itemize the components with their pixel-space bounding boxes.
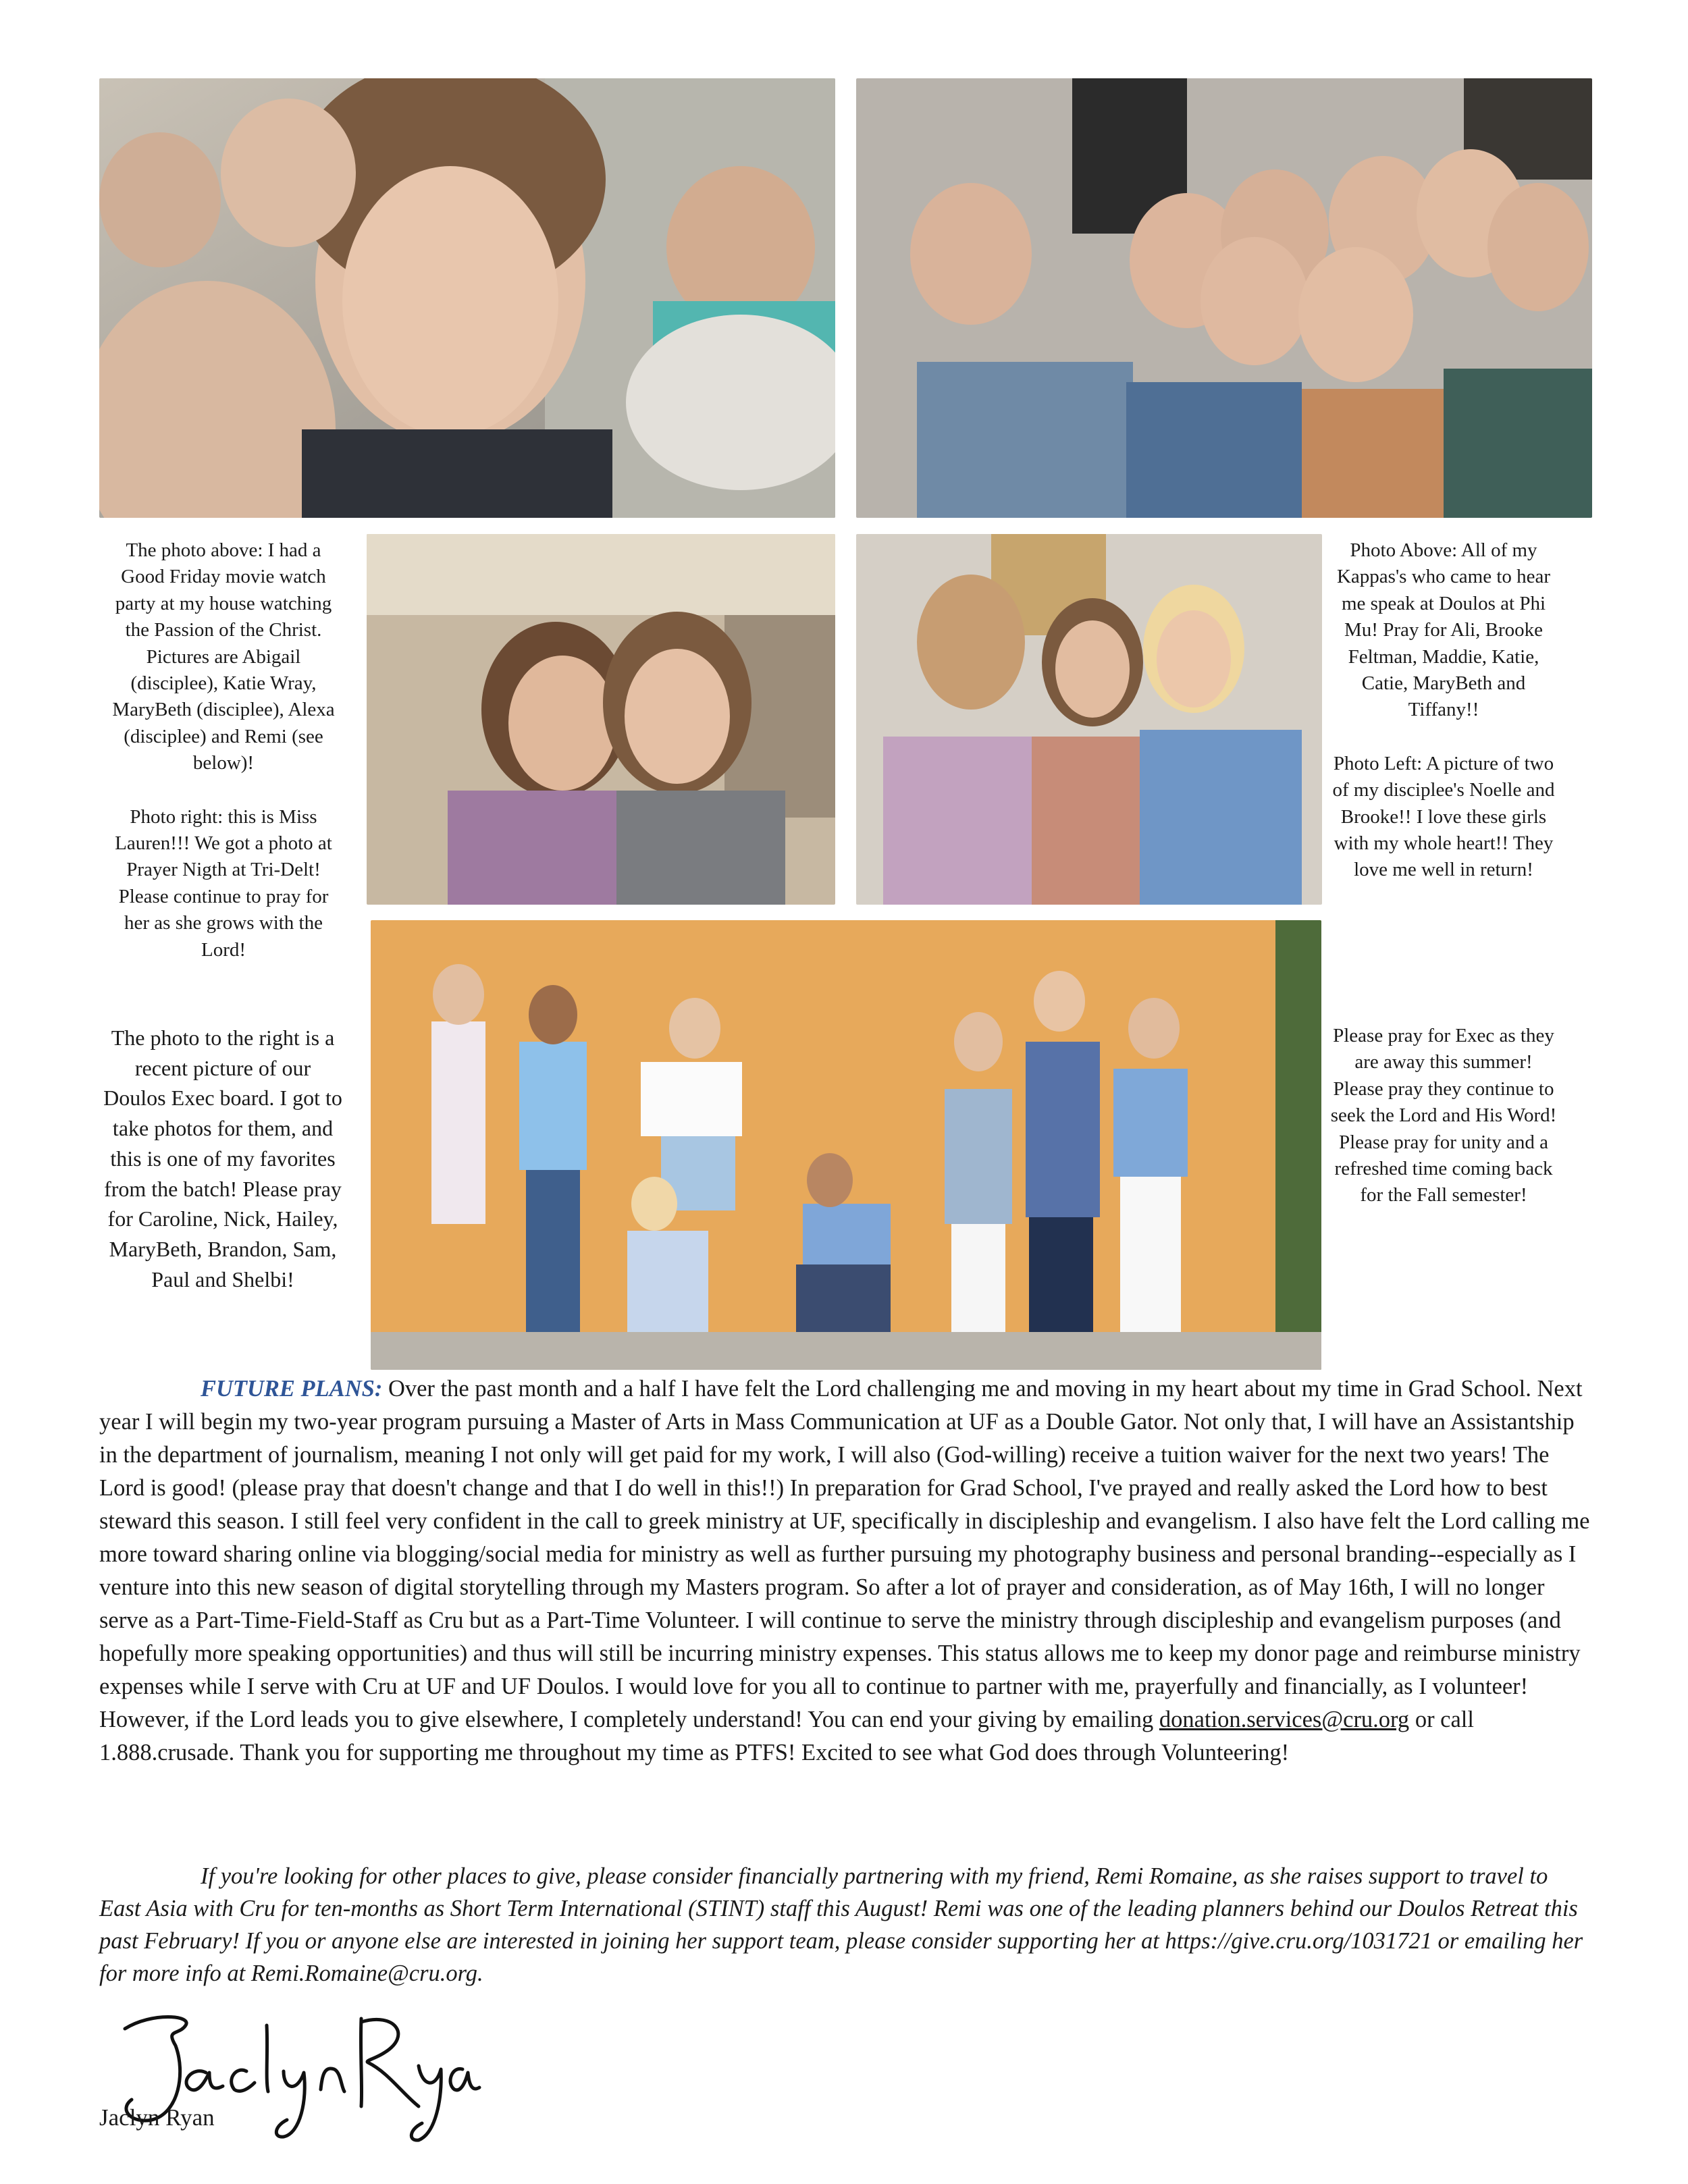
caption-top-left	[110, 537, 337, 963]
caption-top-right	[1329, 537, 1558, 884]
photo-trio	[856, 534, 1322, 905]
future-plans-closing: or call 1.888.crusade. Thank you for supporting me throughout my time as PTFS! Excited to see what God does through Volunteering!	[99, 1707, 1474, 1765]
caption-kappas: Photo Above: All of my Kappas's who came to hear me speak at Doulos at Phi Mu! Pray for Ali, Brooke Feltman, Maddie, Katie, Catie, MaryBeth and Tiffany!!	[1336, 539, 1551, 721]
signer-name: Jaclyn Ryan	[99, 2104, 215, 2131]
caption-miss-lauren: Photo right: this is Miss Lauren!!! We got a photo at Prayer Nigth at Tri-Delt! Please continue to pray for her as she grows with the Lord!	[115, 805, 332, 961]
caption-doulos-exec: The photo to the right is a recent picture of our Doulos Exec board. I got to take photos for them, and this is one of my favorites from the batch! Please pray for Caroline, Nick, Hailey, MaryBeth, Brandon, Sam, Paul and Shelbi!	[103, 1026, 342, 1291]
photo-movie-party	[99, 78, 835, 518]
caption-disciplees: Photo Left: A picture of two of my disciplee's Noelle and Brooke!! I love these girls with my whole heart!! They love me well in return!	[1332, 752, 1555, 881]
caption-exec-prayer: Please pray for Exec as they are away this summer! Please pray they continue to seek the Lord and His Word! Please pray for unity and a refreshed time coming back for the Fall semester!	[1330, 1025, 1557, 1206]
donation-email-link[interactable]: donation.services@cru.org	[1159, 1707, 1410, 1732]
photo-doulos-exec	[371, 920, 1321, 1370]
caption-movie-party: The photo above: I had a Good Friday movie watch party at my house watching the Passion of the Christ. Pictures are Abigail (disciplee), Katie Wray, MaryBeth (disciplee), Alexa (disciplee) and Remi (see below)!	[112, 539, 335, 774]
future-plans-label: FUTURE PLANS:	[201, 1376, 383, 1402]
photo-noelle-brooke	[367, 534, 835, 905]
future-plans-text: Over the past month and a half I have felt the Lord challenging me and moving in my heart about my time in Grad School. Next year I will begin my two-year program pursuing a Master of Arts in Mass Communication at UF as a Double Gator. Not only that, I will have an Assistantship in the department of journalism, meaning I not only will get paid for my work, I will also (God-willing) receive a tuition waiver for the next two years! The Lord is good! (please pray that doesn't change and that I do well in this!!) In preparation for Grad School, I've prayed and really asked the Lord how to best steward this season. I still feel very confident in the call to greek ministry at UF, specifically in discipleship and evangelism. I also have felt the Lord calling me more toward sharing online via blogging/social media for ministry as well as further pursuing my photography business and personal branding--especially as I venture into this new season of digital storytelling through my Masters program. So after a lot of prayer and consideration, as of May 16th, I will no longer serve as a Part-Time-Field-Staff as Cru but as a Part-Time Volunteer. I will continue to serve the ministry through discipleship and evangelism purposes (and hopefully more speaking opportunities) and thus will still be incurring ministry expenses. This status allows me to keep my donor page and reimburse ministry expenses while I serve with Cru at UF and UF Doulos. I would love for you all to continue to partner with me, prayerfully and financially, as I volunteer! However, if the Lord leads you to give elsewhere, I completely understand! You can end your giving by emailing	[99, 1376, 1590, 1732]
remi-support-paragraph: If you're looking for other places to give, please consider financially partnering with my friend, Remi Romaine, as she raises support to travel to East Asia with Cru for ten-months as Short Term International (STINT) staff this August! Remi was one of the leading planners behind our Doulos Retreat this past February! If you or anyone else are interested in joining her support team, please consider supporting her at https://give.cru.org/1031721 or emailing her for more info at Remi.Romaine@cru.org.	[99, 1863, 1583, 1986]
future-plans-paragraph	[99, 1373, 1591, 1769]
photo-kappas-group	[856, 78, 1592, 518]
